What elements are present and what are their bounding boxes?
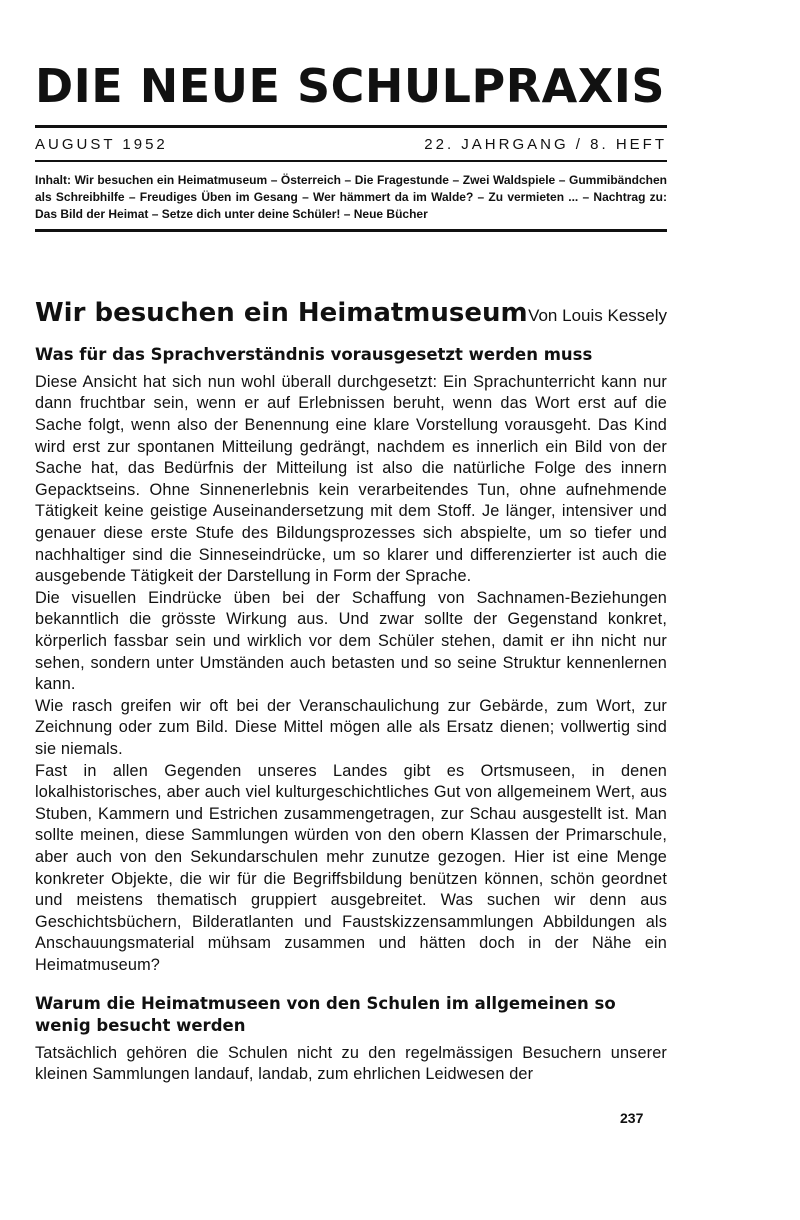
page-number: 237: [620, 1110, 644, 1126]
issue-date: AUGUST 1952: [35, 135, 168, 153]
paragraph: Tatsächlich gehören die Schulen nicht zu den regelmässigen Besuchern unserer kleinen Sammlungen landauf, landab, zum ehrlichen Leidwesen der: [35, 1043, 667, 1084]
divider: [35, 125, 667, 128]
toc-text: Wir besuchen ein Heimatmuseum – Österreich – Die Fragestunde – Zwei Waldspiele – Gummibändchen als Schreibhilfe – Freudiges Üben im Gesang – Wer hämmert da im Walde? – Zu vermieten ... – Nachtrag zu: Das Bild der Heimat – Setze dich unter deine Schüler! – Neue Bücher: [35, 172, 667, 221]
paragraph: Diese Ansicht hat sich nun wohl überall durchgesetzt: Ein Sprachunterricht kann nur dann fruchtbar sein, wenn er auf Erlebnissen beruht, wenn das Wort erst auf die Sache folgt, wenn also der Benennung eine klare Vorstellung vorausgeht. Das Kind wird erst zur spontanen Mitteilung gedrängt, nachdem es innerlich ein Bild von der Sache hat, das Bedürfnis der Mitteilung ist also die natürliche Folge des innern Gepacktseins. Ohne Sinnenerlebnis kein verarbeitendes Tun, ohne aufnehmende Tätigkeit keine geistige Auseinandersetzung mit dem Stoff. Je länger, intensiver und genauer diese erste Stufe des Bildungsprozesses sich abspielte, um so tiefer und nachhaltiger sind die Sinneseindrücke, um so klarer und differenzierter ist auch die ausgebende Tätigkeit der Darstellung in Form der Sprache.: [35, 372, 667, 586]
issue-volume: 22. JAHRGANG / 8. HEFT: [424, 135, 667, 153]
divider: [35, 160, 667, 162]
section-heading: Was für das Sprachverständnis vorausgesetzt werden muss: [35, 344, 593, 364]
paragraph: Fast in allen Gegenden unseres Landes gibt es Ortsmuseen, in denen lokalhistorisches, aber auch viel kulturgeschichtliches Gut von allgemeinem Wert, aus Stuben, Kammern und Estrichen zusammengetragen, zur Schau ausgestellt ist. Man sollte meinen, diese Sammlungen würden von den obern Klassen der Primarschule, aber auch von den Sekundarschulen mehr zunutze gezogen. Hier ist eine Menge konkreter Objekte, die wir für die Begriffsbildung benützen können, schön geordnet und meistens thematisch gruppiert ausgebreitet. Was suchen wir denn aus Geschichtsbüchern, Bilderatlanten und Faustskizzensammlungen Abbildungen als Anschauungsmaterial mühsam zusammen und hätten doch in der Nähe ein Heimatmuseum?: [35, 761, 667, 974]
article-header: [35, 298, 667, 328]
section-heading: Warum die Heimatmuseen von den Schulen im allgemeinen so wenig besucht werden: [35, 993, 616, 1035]
article-title: Wir besuchen ein Heimatmuseum: [35, 297, 528, 328]
paragraph: Wie rasch greifen wir oft bei der Veranschaulichung zur Gebärde, zum Wort, zur Zeichnung oder zum Bild. Diese Mittel mögen alle als Ersatz dienen; vollwertig sind sie niemals.: [35, 696, 667, 758]
toc-label: Inhalt:: [35, 172, 71, 187]
byline: Von Louis Kessely: [528, 305, 667, 325]
page: [35, 60, 667, 1086]
table-of-contents: [35, 172, 667, 223]
masthead: DIE NEUE SCHULPRAXIS: [35, 59, 665, 113]
paragraph: Die visuellen Eindrücke üben bei der Schaffung von Sachnamen-Beziehungen bekanntlich die grösste Wirkung aus. Und zwar sollte der Gegenstand konkret, körperlich fassbar sein und wirklich vor dem Schüler stehen, damit er ihn nicht nur sehen, sondern unter Umständen auch betasten und so seine Struktur kennenlernen kann.: [35, 588, 667, 694]
issue-info: [35, 136, 667, 154]
divider: [35, 229, 667, 232]
